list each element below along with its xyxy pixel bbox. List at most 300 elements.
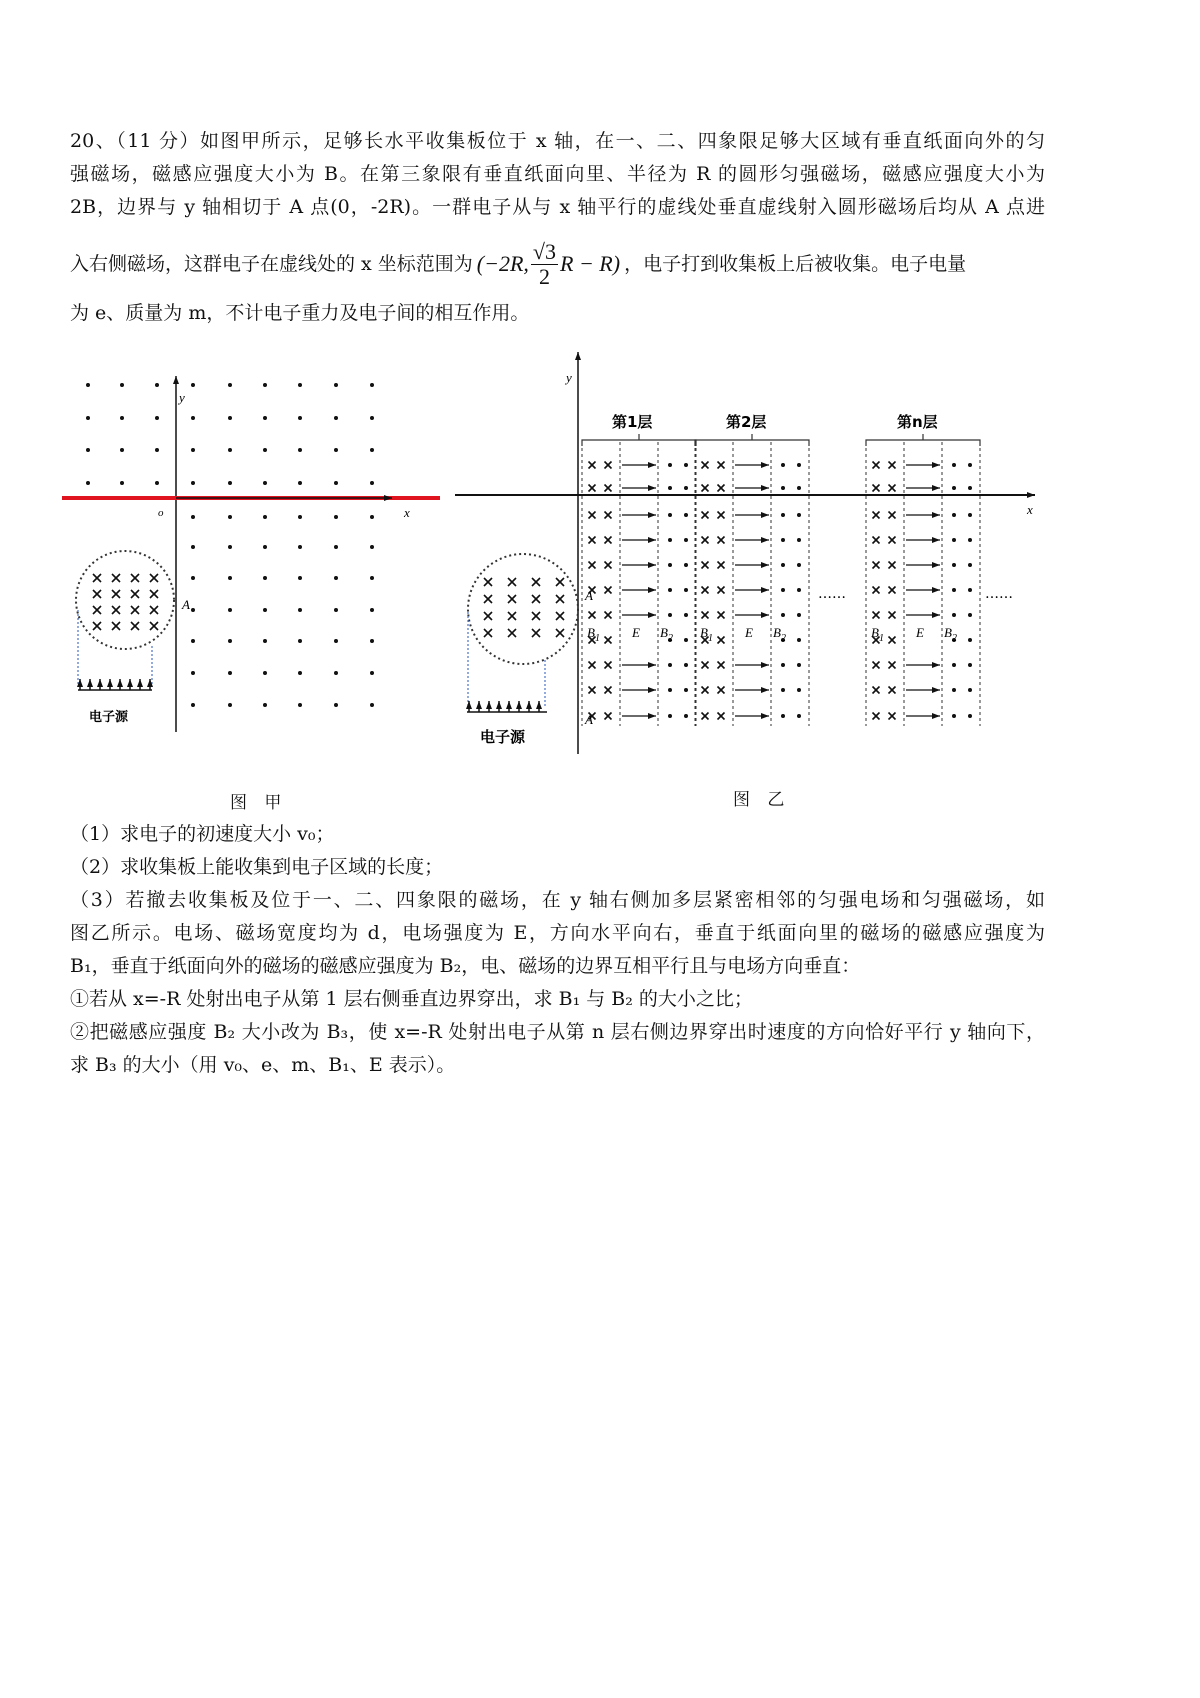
field-in-cross (873, 587, 880, 594)
x-axis-head (1027, 492, 1035, 498)
field-out-dot (781, 538, 785, 542)
field-in-cross (702, 537, 709, 544)
field-in-cross (718, 713, 725, 720)
field-in-cross (556, 629, 564, 637)
field-out-dot (684, 463, 688, 467)
fig-b-x-label: x (1027, 502, 1033, 517)
electric-field-arrow-head (761, 662, 769, 668)
field-out-dot (781, 513, 785, 517)
field-in-cross (718, 687, 725, 694)
figure-a-caption: 图 甲 (230, 793, 288, 813)
electric-field-arrow-head (648, 462, 656, 468)
field-out-dot (781, 688, 785, 692)
field-out-dot (334, 448, 338, 452)
field-out-dot (968, 638, 972, 642)
field-out-dot (797, 638, 801, 642)
field-in-cross (589, 485, 596, 492)
field-out-dot (263, 545, 267, 549)
field-in-cross (605, 462, 612, 469)
field-out-dot (228, 515, 232, 519)
field-in-cross (702, 512, 709, 519)
field-out-dot (191, 481, 195, 485)
field-in-cross (112, 590, 120, 598)
field-out-dot (684, 714, 688, 718)
field-out-dot (298, 576, 302, 580)
field-in-cross (93, 574, 101, 582)
field-in-cross (889, 713, 896, 720)
electron-arrow-head (97, 679, 103, 687)
field-in-cross (718, 662, 725, 669)
field-out-dot (781, 463, 785, 467)
field-out-dot (781, 613, 785, 617)
field-out-dot (228, 448, 232, 452)
field-in-cross (112, 574, 120, 582)
electron-arrow-head (466, 701, 472, 709)
field-in-cross (605, 537, 612, 544)
field-out-dot (797, 486, 801, 490)
fig-a-point-a: A (182, 597, 190, 612)
electric-field-arrow-head (761, 512, 769, 518)
field-out-dot (968, 513, 972, 517)
field-out-dot (228, 481, 232, 485)
field-out-dot (684, 486, 688, 490)
field-out-dot (120, 481, 124, 485)
electric-field-arrow-head (648, 687, 656, 693)
field-out-dot (263, 703, 267, 707)
field-out-dot (298, 383, 302, 387)
field-in-cross (702, 587, 709, 594)
electron-arrow-head (137, 679, 143, 687)
field-in-cross (889, 587, 896, 594)
electric-field-arrow-head (648, 713, 656, 719)
electric-field-arrow-head (648, 485, 656, 491)
b2-label: $B_2$ (660, 625, 673, 644)
field-out-dot (370, 576, 374, 580)
field-out-dot (191, 671, 195, 675)
field-out-dot (968, 588, 972, 592)
field-out-dot (684, 513, 688, 517)
field-out-dot (263, 383, 267, 387)
field-out-dot (797, 714, 801, 718)
subscript: 1 (878, 633, 884, 644)
field-in-cross (889, 462, 896, 469)
fig-a-y-label: y (179, 390, 185, 405)
field-out-dot (797, 663, 801, 667)
field-in-cross (605, 485, 612, 492)
field-out-dot (684, 638, 688, 642)
field-in-cross (508, 595, 516, 603)
field-in-cross (889, 687, 896, 694)
field-out-dot (298, 703, 302, 707)
field-out-dot (684, 688, 688, 692)
field-in-cross (93, 590, 101, 598)
electric-field-arrow-head (648, 512, 656, 518)
field-out-dot (120, 448, 124, 452)
field-out-dot (781, 563, 785, 567)
question-3-part-2-cont: 求 B₃ 的大小（用 v₀、e、m、B₁、E 表示）。 (70, 1054, 456, 1076)
field-out-dot (155, 448, 159, 452)
field-out-dot (952, 513, 956, 517)
layer-brace (866, 434, 980, 446)
fig-b-point-a-2: A (585, 712, 593, 727)
field-in-cross (131, 574, 139, 582)
field-out-dot (684, 613, 688, 617)
field-out-dot (263, 416, 267, 420)
field-in-cross (589, 462, 596, 469)
electron-arrow-head (127, 679, 133, 687)
field-out-dot (797, 588, 801, 592)
field-in-cross (131, 590, 139, 598)
field-out-dot (370, 703, 374, 707)
field-out-dot (334, 481, 338, 485)
b1-label: $B_1$ (700, 625, 713, 644)
fig-b-point-a-1: A (585, 588, 593, 603)
field-in-cross (532, 612, 540, 620)
y-axis-head (173, 376, 179, 384)
electric-field-arrow-head (932, 713, 940, 719)
fig-b-source-label: 电子源 (480, 728, 526, 746)
electric-field-arrow-head (761, 462, 769, 468)
fraction-numerator: √3 (532, 238, 556, 264)
field-in-cross (93, 622, 101, 630)
field-out-dot (263, 671, 267, 675)
field-in-cross (556, 612, 564, 620)
field-in-cross (702, 687, 709, 694)
field-out-dot (191, 515, 195, 519)
field-out-dot (781, 588, 785, 592)
question-1: （1）求电子的初速度大小 v₀； (70, 823, 335, 845)
b2-label: $B_2$ (944, 625, 957, 644)
field-out-dot (120, 383, 124, 387)
field-out-dot (334, 639, 338, 643)
field-out-dot (191, 608, 195, 612)
field-out-dot (263, 639, 267, 643)
field-out-dot (668, 688, 672, 692)
field-out-dot (370, 515, 374, 519)
electric-field-arrow-head (648, 537, 656, 543)
field-in-cross (605, 713, 612, 720)
subscript: 1 (594, 633, 600, 644)
field-in-cross (556, 595, 564, 603)
field-out-dot (668, 588, 672, 592)
field-out-dot (668, 714, 672, 718)
electron-arrow-head (476, 701, 482, 709)
electric-field-arrow-head (932, 485, 940, 491)
field-in-cross (889, 637, 896, 644)
field-out-dot (334, 671, 338, 675)
field-out-dot (370, 383, 374, 387)
electric-field-arrow-head (932, 562, 940, 568)
field-out-dot (781, 714, 785, 718)
b2-label: $B_2$ (773, 625, 786, 644)
field-out-dot (668, 563, 672, 567)
field-out-dot (298, 608, 302, 612)
fig-b-y-label: y (566, 370, 572, 385)
layer-brace (582, 434, 696, 446)
field-out-dot (668, 463, 672, 467)
field-in-cross (718, 637, 725, 644)
field-out-dot (228, 671, 232, 675)
field-out-dot (968, 714, 972, 718)
electric-field-arrow-head (761, 562, 769, 568)
ellipsis-2: …… (985, 586, 1013, 602)
field-in-cross (718, 485, 725, 492)
figure-a (62, 376, 440, 732)
field-in-cross (718, 537, 725, 544)
question-2: （2）求收集板上能收集到电子区域的长度； (70, 856, 444, 878)
field-out-dot (86, 448, 90, 452)
layer-label-n: 第n层 (897, 413, 938, 431)
x-axis-head (384, 495, 392, 501)
field-in-cross (702, 485, 709, 492)
field-out-dot (370, 671, 374, 675)
field-in-cross (150, 590, 158, 598)
field-in-cross (112, 606, 120, 614)
electric-field-arrow-head (761, 537, 769, 543)
question-3-line-1: （3）若撤去收集板及位于一、二、四象限的磁场，在 y 轴右侧加多层紧密相邻的匀强电场和匀强磁场，如 (70, 889, 1045, 911)
field-out-dot (191, 448, 195, 452)
field-out-dot (684, 663, 688, 667)
field-in-cross (702, 562, 709, 569)
field-out-dot (952, 538, 956, 542)
field-in-cross (889, 662, 896, 669)
field-in-cross (702, 462, 709, 469)
electron-arrow-head (486, 701, 492, 709)
electric-field-arrow-head (761, 612, 769, 618)
circular-field-boundary (76, 551, 174, 649)
problem-line-1: 20、（11 分）如图甲所示，足够长水平收集板位于 x 轴，在一、二、四象限足够大区域有垂直纸面向外的匀 (70, 130, 1045, 152)
layer-label-1: 第1层 (612, 413, 653, 431)
electron-arrow-head (526, 701, 532, 709)
field-out-dot (298, 515, 302, 519)
field-in-cross (532, 629, 540, 637)
field-in-cross (873, 512, 880, 519)
field-out-dot (228, 416, 232, 420)
field-out-dot (191, 545, 195, 549)
field-in-cross (556, 578, 564, 586)
field-in-cross (532, 595, 540, 603)
field-out-dot (797, 463, 801, 467)
field-in-cross (589, 537, 596, 544)
field-in-cross (889, 537, 896, 544)
field-out-dot (952, 486, 956, 490)
electric-field-arrow-head (761, 587, 769, 593)
field-in-cross (605, 687, 612, 694)
field-in-cross (484, 595, 492, 603)
range-left: (−2R, (476, 251, 529, 276)
layer-brace (695, 434, 809, 446)
field-out-dot (191, 383, 195, 387)
electric-field-arrow-head (932, 687, 940, 693)
question-3-line-2: 图乙所示。电场、磁场宽度均为 d，电场强度为 E，方向水平向右，垂直于纸面向里的磁场的磁感应强度为 (70, 922, 1045, 944)
field-in-cross (589, 687, 596, 694)
field-in-cross (873, 713, 880, 720)
field-in-cross (112, 622, 120, 630)
field-out-dot (86, 383, 90, 387)
ellipsis-1: …… (818, 586, 846, 602)
field-out-dot (334, 383, 338, 387)
electron-arrow-head (496, 701, 502, 709)
field-in-cross (873, 612, 880, 619)
field-in-cross (605, 612, 612, 619)
field-in-cross (889, 512, 896, 519)
b1-label: $B_1$ (587, 625, 600, 644)
field-out-dot (684, 538, 688, 542)
field-in-cross (718, 562, 725, 569)
field-out-dot (191, 416, 195, 420)
field-in-cross (131, 622, 139, 630)
field-in-cross (93, 606, 101, 614)
y-axis-head (575, 352, 581, 360)
field-out-dot (370, 608, 374, 612)
electron-arrow-head (506, 701, 512, 709)
field-out-dot (334, 703, 338, 707)
field-out-dot (298, 671, 302, 675)
field-out-dot (952, 688, 956, 692)
field-in-cross (484, 612, 492, 620)
field-out-dot (797, 613, 801, 617)
field-out-dot (668, 538, 672, 542)
field-out-dot (952, 663, 956, 667)
field-out-dot (968, 463, 972, 467)
field-in-cross (873, 537, 880, 544)
field-out-dot (191, 703, 195, 707)
field-out-dot (298, 639, 302, 643)
electric-field-arrow-head (761, 687, 769, 693)
electric-field-arrow-head (648, 562, 656, 568)
electron-arrow-head (87, 679, 93, 687)
field-in-cross (589, 612, 596, 619)
electric-field-arrow-head (932, 662, 940, 668)
field-out-dot (952, 563, 956, 567)
electric-field-arrow-head (648, 662, 656, 668)
field-out-dot (334, 515, 338, 519)
field-out-dot (968, 663, 972, 667)
field-in-cross (605, 662, 612, 669)
field-out-dot (968, 613, 972, 617)
field-in-cross (702, 662, 709, 669)
field-out-dot (781, 486, 785, 490)
field-out-dot (797, 538, 801, 542)
field-in-cross (873, 662, 880, 669)
field-in-cross (589, 662, 596, 669)
field-out-dot (334, 416, 338, 420)
field-in-cross (889, 562, 896, 569)
field-out-dot (370, 448, 374, 452)
electric-field-arrow-head (932, 512, 940, 518)
subscript: 2 (667, 633, 673, 644)
electric-field-arrow-head (648, 612, 656, 618)
field-out-dot (298, 416, 302, 420)
field-out-dot (370, 639, 374, 643)
problem-line-4-tail: ，电子打到收集板上后被收集。电子电量 (624, 253, 967, 275)
field-out-dot (228, 608, 232, 612)
field-out-dot (797, 513, 801, 517)
field-out-dot (952, 463, 956, 467)
field-out-dot (86, 416, 90, 420)
field-out-dot (298, 545, 302, 549)
field-out-dot (952, 714, 956, 718)
field-out-dot (370, 481, 374, 485)
electric-field-arrow-head (932, 612, 940, 618)
field-in-cross (131, 606, 139, 614)
b1-label: $B_1$ (871, 625, 884, 644)
field-out-dot (155, 383, 159, 387)
layer-label-2: 第2层 (726, 413, 767, 431)
field-out-dot (370, 416, 374, 420)
fraction-denominator: 2 (538, 263, 550, 289)
field-out-dot (797, 563, 801, 567)
field-out-dot (155, 481, 159, 485)
field-in-cross (889, 612, 896, 619)
problem-line-4-text: 入右侧磁场，这群电子在虚线处的 x 坐标范围为 (70, 253, 473, 275)
field-out-dot (968, 688, 972, 692)
field-in-cross (873, 687, 880, 694)
field-in-cross (605, 562, 612, 569)
field-out-dot (191, 576, 195, 580)
electric-field-arrow-head (648, 587, 656, 593)
field-out-dot (86, 481, 90, 485)
field-in-cross (589, 512, 596, 519)
field-out-dot (968, 486, 972, 490)
electron-arrow-head (516, 701, 522, 709)
electric-field-arrow-head (761, 485, 769, 491)
field-in-cross (605, 587, 612, 594)
field-in-cross (605, 637, 612, 644)
field-in-cross (718, 512, 725, 519)
field-out-dot (334, 576, 338, 580)
field-in-cross (702, 612, 709, 619)
field-out-dot (228, 383, 232, 387)
field-in-cross (873, 462, 880, 469)
field-out-dot (334, 608, 338, 612)
question-3-part-2: ②把磁感应强度 B₂ 大小改为 B₃，使 x=-R 处射出电子从第 n 层右侧边界穿出时速度的方向恰好平行 y 轴向下， (70, 1021, 1045, 1043)
e-label: E (916, 625, 924, 640)
field-out-dot (668, 486, 672, 490)
field-in-cross (150, 622, 158, 630)
field-out-dot (155, 416, 159, 420)
electric-field-arrow-head (932, 587, 940, 593)
field-in-cross (508, 578, 516, 586)
field-out-dot (334, 545, 338, 549)
field-in-cross (718, 612, 725, 619)
field-out-dot (263, 608, 267, 612)
figure-b-caption: 图 乙 (733, 790, 791, 810)
figures (0, 0, 1200, 820)
e-label: E (632, 625, 640, 640)
field-out-dot (191, 639, 195, 643)
electron-arrow-head (117, 679, 123, 687)
field-out-dot (968, 538, 972, 542)
field-out-dot (263, 576, 267, 580)
electric-field-arrow-head (932, 462, 940, 468)
field-out-dot (952, 613, 956, 617)
field-in-cross (889, 485, 896, 492)
field-out-dot (228, 545, 232, 549)
subscript: 1 (707, 633, 713, 644)
field-out-dot (263, 515, 267, 519)
field-out-dot (228, 639, 232, 643)
e-label: E (745, 625, 753, 640)
field-out-dot (968, 563, 972, 567)
field-out-dot (668, 613, 672, 617)
field-in-cross (718, 587, 725, 594)
field-in-cross (589, 562, 596, 569)
field-out-dot (263, 481, 267, 485)
problem-line-5: 为 e、质量为 m，不计电子重力及电子间的相互作用。 (70, 302, 530, 324)
field-out-dot (120, 416, 124, 420)
field-in-cross (718, 462, 725, 469)
